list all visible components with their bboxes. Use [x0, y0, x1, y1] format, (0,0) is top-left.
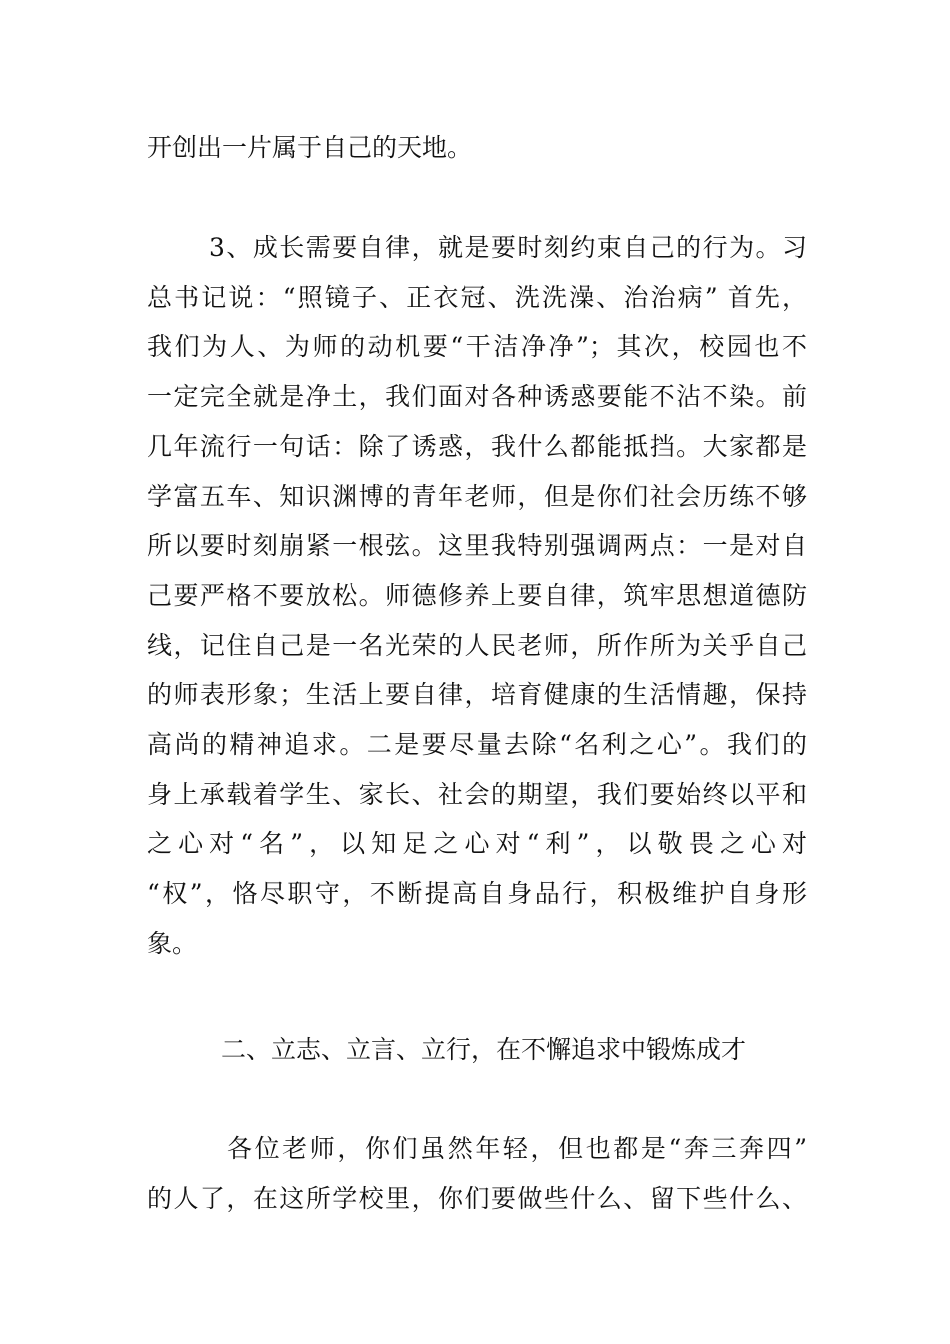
paragraph-line: 我们为人、为师的动机要“干洁净净”；其次，校园也不	[147, 332, 807, 361]
paragraph-line: 的人了，在这所学校里，你们要做些什么、留下些什么、	[147, 1184, 807, 1213]
paragraph-line: 一定完全就是净土，我们面对各种诱惑要能不沾不染。前	[147, 382, 807, 411]
paragraph-line: 几年流行一句话：除了诱惑，我什么都能抵挡。大家都是	[147, 432, 807, 461]
paragraph-line: 高尚的精神追求。二是要尽量去除“名利之心”。我们的	[147, 730, 807, 759]
paragraph-line: 身上承载着学生、家长、社会的期望，我们要始终以平和	[147, 780, 807, 809]
paragraph-line: 总书记说：“照镜子、正衣冠、洗洗澡、治治病” 首先，	[147, 283, 807, 312]
paragraph-line: 的师表形象；生活上要自律，培育健康的生活情趣，保持	[147, 680, 807, 709]
paragraph-line: “权”，恪尽职守，不断提高自身品行，积极维护自身形	[147, 879, 807, 908]
paragraph-line: 己要严格不要放松。师德修养上要自律，筑牢思想道德防	[147, 581, 807, 610]
paragraph-line: 所以要时刻崩紧一根弦。这里我特别强调两点：一是对自	[147, 531, 807, 560]
section-heading: 二、立志、立言、立行，在不懈追求中锻炼成才	[221, 1035, 747, 1064]
paragraph-line-carryover: 开创出一片属于自己的天地。	[147, 133, 473, 162]
paragraph-line: 象。	[147, 929, 198, 958]
paragraph-line: 各位老师，你们虽然年轻，但也都是“奔三奔四”	[227, 1134, 807, 1163]
paragraph-line: 线，记住自己是一名光荣的人民老师，所作所为关乎自己	[147, 631, 807, 660]
paragraph-line: 学富五车、知识渊博的青年老师，但是你们社会历练不够	[147, 482, 807, 511]
paragraph-line: 3、成长需要自律，就是要时刻约束自己的行为。习	[209, 233, 807, 262]
paragraph-line: 之心对“名”，以知足之心对“利”，以敬畏之心对	[147, 829, 807, 858]
